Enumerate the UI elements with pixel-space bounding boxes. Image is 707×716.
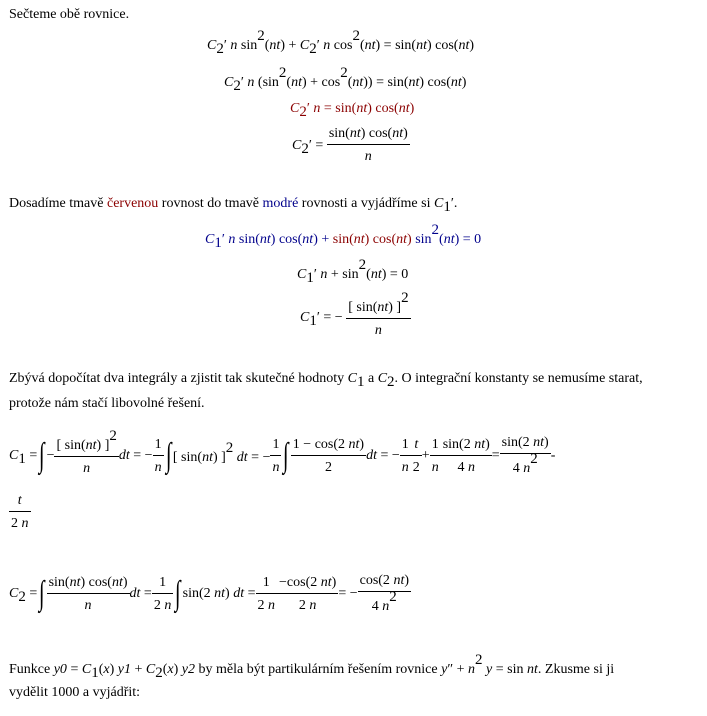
equation-c2-integral: $C_2$ = ∫ $\frac{\sin(nt) \cos(nt)}{n}$ dt = $\frac{1}{2 n}$ ∫ sin(2 nt) dt = $\frac{1}{2 n}$ $\frac{-\cos(2 nt)}{2 n}$ = − $\frac{\cos(2 nt)}{4 n^2}$ — [9, 573, 409, 614]
equation-c1-simplified: $C_1'$ $n + \sin^2(nt) = 0$ — [297, 257, 409, 286]
paragraph-integrals-line2: protože nám stačí libovolné řešení. — [9, 396, 205, 411]
equation-c1-prime: $C_1'$ = − $\frac{[ \sin(nt) ]^2}{n}$ — [300, 290, 409, 338]
intro-text: Sečteme obě rovnice. — [9, 7, 130, 22]
paragraph-particular-line2: vydělit 1000 a vyjádřit: — [9, 685, 141, 700]
equation-c1-integral: $C_1$ = ∫ − $\frac{[ \sin(nt) ]^2}{n}$ dt = − $\frac{1}{n}$ ∫ [ sin(nt) ]$^2$ dt = − $\frac{1}{n}$ ∫ $\frac{1 - \cos(2 nt)}{2}$ dt = − $\frac{1}{n}$ $\frac{t}{2}$ + $\frac{1}{n}$ $\frac{\sin(2 nt)}{4 n}$ = $\frac{\sin(2 nt)}{4 n^2}$ - — [9, 428, 556, 476]
equation-c1-continued: $\frac{t}{2 n}$ — [11, 493, 29, 531]
paragraph-integrals-line1: Zbývá dopočítat dva integrály a zjistit tak skutečné hodnoty $C_1$ a $C_2$. O integrační konstanty se nemusíme starat, — [9, 371, 643, 390]
equation-blue-substituted: $C_1'$ n sin(nt) cos(nt) + sin(nt) cos(nt) $\sin^2(nt) = 0$ — [205, 222, 482, 251]
equation-c2-prime: $C_2'$ = $\frac{\sin(nt) \cos(nt)}{n}$ — [292, 126, 408, 164]
equation-sum: $C_2'$ n $\sin^2(nt) + C_2'$ n $\cos^2(nt) = \sin(nt)$ cos(nt) — [207, 28, 475, 57]
equation-red: $C_2'$ n = sin(nt) cos(nt) — [290, 101, 415, 120]
paragraph-substitute: Dosadíme tmavě červenou rovnost do tmavě modré rovnosti a vyjádříme si $C_1'$. — [9, 196, 458, 215]
paragraph-particular-line1: Funkce $y0 = C_1(x) y1 + C_2(x)$ y2 by měla být partikulárním řešením rovnice $y'' + n^2$ y = sin nt. Zkusme si ji — [9, 652, 615, 681]
equation-factored: $C_2'$ n $(\sin^2(nt) + \cos^2(nt)) = \sin(nt)$ cos(nt) — [224, 65, 467, 94]
